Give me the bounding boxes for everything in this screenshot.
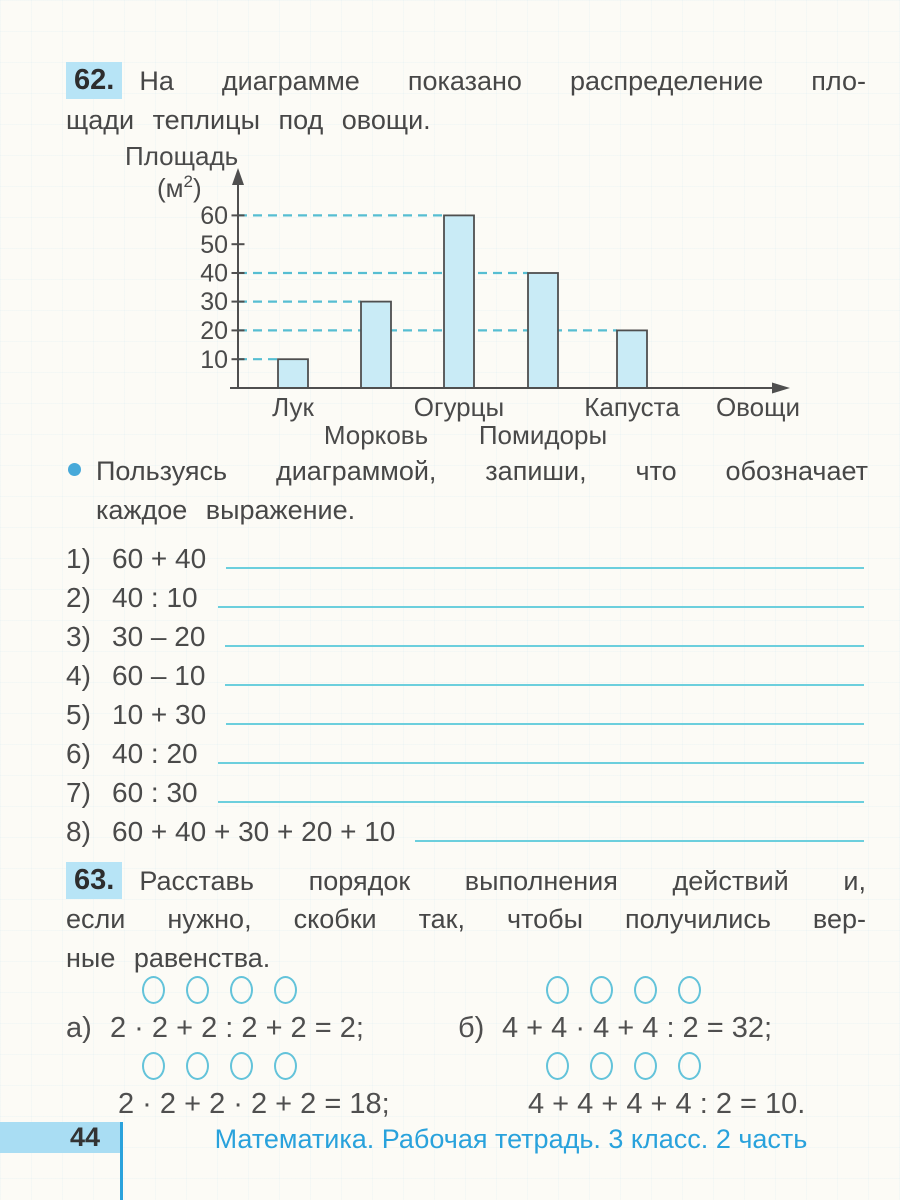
order-circle[interactable] xyxy=(142,1052,165,1080)
problem-62 xyxy=(66,62,866,139)
item-expression: 40 : 20 xyxy=(112,738,198,769)
expression-row-2 xyxy=(66,576,866,615)
bar-pomidory xyxy=(528,273,558,388)
item-number: 5) xyxy=(66,699,91,730)
problem-63 xyxy=(66,862,866,977)
item-expression: 60 + 40 + 30 + 20 + 10 xyxy=(112,816,396,847)
answer-line[interactable] xyxy=(225,645,864,647)
bar-ogurcy xyxy=(444,215,474,388)
instruction-block xyxy=(66,452,868,529)
y-tick-50: 50 xyxy=(200,230,228,259)
y-axis-unit: $(м^2)$ xyxy=(157,172,202,203)
item-expression: 40 : 10 xyxy=(112,582,198,613)
expression-row-4 xyxy=(66,654,866,693)
footer-divider xyxy=(120,1122,123,1200)
order-circles-row xyxy=(546,1052,878,1081)
equation-text: 4 + 4 + 4 + 4 : 2 = 10. xyxy=(528,1088,806,1120)
equation-text: 2 · 2 + 2 · 2 + 2 = 18; xyxy=(118,1088,390,1120)
footer-title: Математика. Рабочая тетрадь. 3 класс. 2 часть xyxy=(214,1124,808,1154)
problem-62-number-badge: 62. xyxy=(66,62,122,99)
equation-row xyxy=(118,1086,486,1123)
bar-luk xyxy=(278,359,308,388)
equation-row xyxy=(458,1010,878,1047)
item-number: 1) xyxy=(66,543,91,574)
equation-group-a xyxy=(66,976,486,1128)
answer-line[interactable] xyxy=(218,801,864,803)
item-expression: 60 : 30 xyxy=(112,777,198,808)
bullet-icon xyxy=(68,463,81,476)
answer-line[interactable] xyxy=(225,684,864,686)
problem-63-text-line3: ные равенства. xyxy=(66,943,271,973)
item-number: 3) xyxy=(66,621,91,652)
item-expression: 10 + 30 xyxy=(112,699,207,730)
order-circle[interactable] xyxy=(678,976,701,1004)
item-number: 6) xyxy=(66,738,91,769)
item-number: 7) xyxy=(66,777,91,808)
chart-guide-lines xyxy=(238,215,617,359)
expression-row-8 xyxy=(66,810,866,849)
item-expression: 30 – 20 xyxy=(112,621,206,652)
order-circle[interactable] xyxy=(274,1052,297,1080)
order-circle[interactable] xyxy=(230,976,253,1004)
page-number-band xyxy=(0,1122,122,1153)
order-circle[interactable] xyxy=(634,1052,657,1080)
y-tick-20: 20 xyxy=(200,317,228,345)
order-circle[interactable] xyxy=(634,976,657,1004)
equation-label: б) xyxy=(458,1012,485,1044)
bar-morkov xyxy=(361,302,391,388)
category-label-pomidory: Помидоры xyxy=(478,420,608,450)
problem-62-text-line2: щади теплицы под овощи. xyxy=(66,105,431,135)
expression-row-7 xyxy=(66,771,866,810)
order-circle[interactable] xyxy=(678,1052,701,1080)
order-circles-row xyxy=(142,976,486,1005)
category-label-kapusta: Капуста xyxy=(584,392,680,422)
expression-row-1 xyxy=(66,537,866,576)
y-tick-40: 40 xyxy=(200,259,228,288)
equation-text: 2 · 2 + 2 : 2 + 2 = 2; xyxy=(110,1012,364,1044)
answer-line[interactable] xyxy=(415,840,864,842)
problem-63-number-badge: 63. xyxy=(66,862,122,899)
y-tick-10: 10 xyxy=(200,345,228,374)
order-circle[interactable] xyxy=(546,1052,569,1080)
item-expression: 60 + 40 xyxy=(112,543,207,574)
item-number: 4) xyxy=(66,660,91,691)
equation-row xyxy=(66,1010,486,1047)
expression-row-5 xyxy=(66,693,866,732)
order-circles-row xyxy=(546,976,878,1005)
category-label-luk: Лук xyxy=(272,392,314,422)
equation-row xyxy=(528,1086,878,1123)
y-axis-title: Площадь xyxy=(125,141,239,171)
order-circle[interactable] xyxy=(274,976,297,1004)
page-number: 44 xyxy=(69,1122,100,1152)
bar-kapusta xyxy=(617,330,647,388)
instruction-line2: каждое выражение. xyxy=(96,495,356,525)
problem-63-text-line2: если нужно, скобки так, чтобы получились вер- xyxy=(66,904,866,934)
answer-line[interactable] xyxy=(226,723,864,725)
area-bar-chart xyxy=(100,138,800,450)
y-tick-60: 60 xyxy=(200,202,228,230)
category-label-morkov: Морковь xyxy=(323,420,429,450)
equation-label: а) xyxy=(66,1012,92,1044)
order-circles-row xyxy=(142,1052,486,1081)
problem-62-text-line1: На диаграмме показано распределение пло- xyxy=(139,66,866,96)
answer-line[interactable] xyxy=(218,606,864,608)
answer-line[interactable] xyxy=(226,567,864,569)
y-tick-30: 30 xyxy=(200,288,228,317)
chart-axes xyxy=(230,184,776,388)
item-number: 8) xyxy=(66,816,91,847)
order-circle[interactable] xyxy=(546,976,569,1004)
x-axis-title: Овощи xyxy=(715,392,800,422)
expression-row-6 xyxy=(66,732,866,771)
equation-text: 4 + 4 · 4 + 4 : 2 = 32; xyxy=(502,1012,773,1044)
order-circle[interactable] xyxy=(186,1052,209,1080)
order-circle[interactable] xyxy=(186,976,209,1004)
problem-63-text-line1: Расставь порядок выполнения действий и, xyxy=(139,866,866,896)
expression-row-3 xyxy=(66,615,866,654)
item-number: 2) xyxy=(66,582,91,613)
category-label-ogurcy: Огурцы xyxy=(413,392,505,422)
order-circle[interactable] xyxy=(590,976,613,1004)
item-expression: 60 – 10 xyxy=(112,660,206,691)
expression-list xyxy=(66,537,866,849)
order-circle[interactable] xyxy=(230,1052,253,1080)
order-circle[interactable] xyxy=(142,976,165,1004)
order-circle[interactable] xyxy=(590,1052,613,1080)
answer-line[interactable] xyxy=(218,762,864,764)
equation-group-b xyxy=(458,976,878,1128)
instruction-line1: Пользуясь диаграммой, запиши, что обозначает xyxy=(96,456,868,486)
